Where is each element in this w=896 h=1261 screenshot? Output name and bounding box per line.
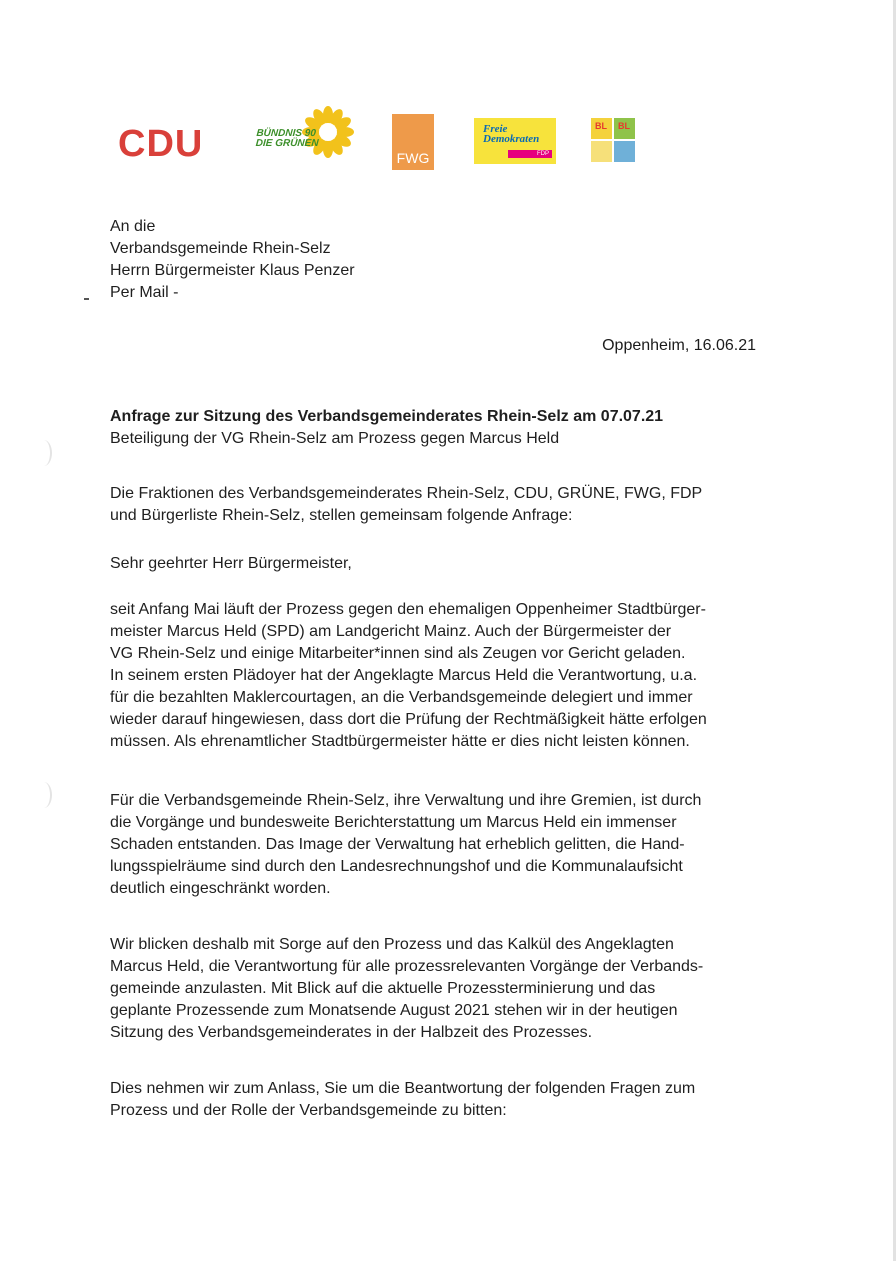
text-line: Prozess und der Rolle der Verbandsgemeinde zu bitten: [110, 1102, 507, 1119]
address-line: Per Mail - [110, 284, 179, 301]
bl-text-left: BL [595, 121, 607, 131]
text-line: wieder darauf hingewiesen, dass dort die Prüfung der Rechtmäßigkeit hätte erfolgen [110, 711, 707, 728]
bl-quadrant [591, 118, 612, 139]
address-line: Herrn Bürgermeister Klaus Penzer [110, 262, 355, 279]
fdp-logo [474, 118, 556, 164]
bl-quadrant [614, 141, 635, 162]
bl-quadrant [591, 141, 612, 162]
fdp-line-2: Demokraten [483, 133, 540, 145]
gruene-line-2: DIE GRÜNEN [255, 138, 319, 149]
fdp-magenta-bar [508, 150, 552, 158]
bullet-dash [84, 298, 89, 300]
address-line: Verbandsgemeinde Rhein-Selz [110, 240, 331, 257]
text-line: müssen. Als ehrenamtlicher Stadtbürgermeister hätte er dies nicht leisten können. [110, 733, 690, 750]
text-line: Schaden entstanden. Das Image der Verwaltung hat erheblich gelitten, die Hand- [110, 836, 685, 853]
cdu-logo-text: CDU [118, 123, 204, 165]
subject-title: Anfrage zur Sitzung des Verbandsgemeinderates Rhein-Selz am 07.07.21 [110, 408, 664, 425]
text-line: gemeinde anzulasten. Mit Blick auf die aktuelle Prozessterminierung und das [110, 980, 656, 997]
text-line: für die bezahlten Maklercourtagen, an die Verbandsgemeinde delegiert und immer [110, 689, 693, 706]
text-line: VG Rhein-Selz und einige Mitarbeiter*innen sind als Zeugen vor Gericht geladen. [110, 645, 686, 662]
text-line: Die Fraktionen des Verbandsgemeinderates Rhein-Selz, CDU, GRÜNE, FWG, FDP [110, 485, 703, 502]
text-line: Dies nehmen wir zum Anlass, Sie um die Beantwortung der folgenden Fragen zum [110, 1080, 696, 1097]
gruene-logo-text [255, 129, 336, 149]
gruene-line-1: BÜNDNIS 90 [256, 128, 317, 139]
text-line: deutlich eingeschränkt worden. [110, 880, 331, 897]
text-line: Für die Verbandsgemeinde Rhein-Selz, ihre Verwaltung und ihre Gremien, ist durch [110, 792, 702, 809]
fdp-line-1: Freie [483, 123, 508, 135]
cdu-logo [118, 124, 216, 164]
subject-block [110, 406, 663, 450]
address-line: An die [110, 218, 156, 235]
text-line: Sitzung des Verbandsgemeinderates in der Halbzeit des Prozesses. [110, 1024, 593, 1041]
fwg-logo [392, 114, 434, 170]
letter-date: Oppenheim, 16.06.21 [602, 337, 756, 354]
body-paragraph-4 [110, 1078, 695, 1122]
punch-hole-mark [36, 440, 52, 466]
bl-text-right: BL [618, 121, 630, 131]
fdp-logo-text [483, 124, 539, 144]
text-line: In seinem ersten Plädoyer hat der Angeklagte Marcus Held die Verantwortung, u.a. [110, 667, 698, 684]
recipient-address [110, 216, 355, 304]
fdp-bar-text: FDP [537, 151, 549, 157]
text-line: Marcus Held, die Verantwortung für alle prozessrelevanten Vorgänge der Verbands- [110, 958, 704, 975]
party-logos [0, 104, 896, 168]
fwg-logo-text: FWG [396, 150, 430, 166]
text-line: geplante Prozessende zum Monatsende August 2021 stehen wir in der heutigen [110, 1002, 678, 1019]
text-line: und Bürgerliste Rhein-Selz, stellen gemeinsam folgende Anfrage: [110, 507, 573, 524]
buergerliste-logo [591, 118, 637, 164]
text-line: seit Anfang Mai läuft der Prozess gegen den ehemaligen Oppenheimer Stadtbürger- [110, 601, 706, 618]
body-paragraph-1 [110, 599, 707, 753]
text-line: die Vorgänge und bundesweite Berichterstattung um Marcus Held ein immenser [110, 814, 677, 831]
subject-subtitle: Beteiligung der VG Rhein-Selz am Prozess gegen Marcus Held [110, 430, 560, 447]
punch-hole-mark [36, 782, 52, 808]
body-paragraph-3 [110, 934, 703, 1044]
salutation: Sehr geehrter Herr Bürgermeister, [110, 555, 352, 572]
intro-paragraph [110, 483, 702, 527]
text-line: meister Marcus Held (SPD) am Landgericht Mainz. Auch der Bürgermeister der [110, 623, 672, 640]
bl-quadrant [614, 118, 635, 139]
text-line: lungsspielräume sind durch den Landesrechnungshof und die Kommunalaufsicht [110, 858, 683, 875]
text-line: Wir blicken deshalb mit Sorge auf den Prozess und das Kalkül des Angeklagten [110, 936, 674, 953]
gruene-logo [250, 104, 354, 164]
body-paragraph-2 [110, 790, 701, 900]
